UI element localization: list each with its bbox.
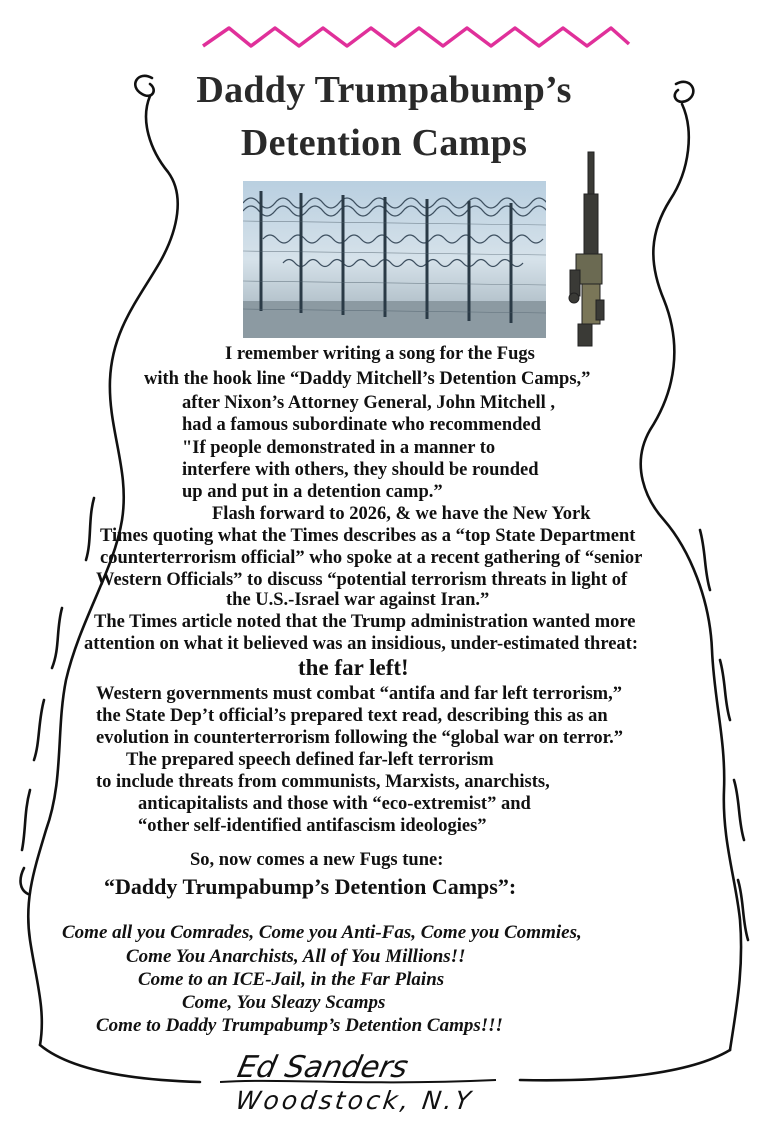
verse-line: Come to Daddy Trumpabump’s Detention Camps!!! (96, 1015, 503, 1036)
body-line: Western Officials” to discuss “potential terrorism threats in light of (96, 570, 628, 590)
body-line: had a famous subordinate who recommended (182, 415, 541, 435)
highlight-far-left: the far left! (298, 655, 409, 680)
verse-line: Come You Anarchists, All of You Millions!! (126, 946, 466, 967)
body-line: to include threats from communists, Marxists, anarchists, (96, 772, 550, 792)
body-line: “other self-identified antifascism ideologies” (138, 816, 487, 836)
song-title: “Daddy Trumpabump’s Detention Camps”: (104, 874, 517, 899)
verse-line: Come to an ICE-Jail, in the Far Plains (138, 969, 445, 990)
page-title-line-1: Daddy Trumpabump’s (196, 69, 572, 111)
body-line: I remember writing a song for the Fugs (225, 344, 535, 364)
body-line: evolution in counterterrorism following the “global war on terror.” (96, 728, 624, 748)
body-line: The Times article noted that the Trump administration wanted more (94, 612, 636, 632)
body-line: Western governments must combat “antifa and far left terrorism,” (96, 684, 622, 704)
razor-wire-fence-image (243, 181, 546, 338)
body-line: attention on what it believed was an insidious, under-estimated threat: (84, 634, 638, 654)
page-title-line-2: Detention Camps (240, 122, 528, 164)
signature-underline (220, 1076, 500, 1088)
rifle-icon (562, 150, 612, 355)
signature-place: Woodstock, N.Y (233, 1086, 476, 1115)
verse-line: Come, You Sleazy Scamps (182, 992, 386, 1013)
body-line: "If people demonstrated in a manner to (182, 438, 496, 458)
body-line: The prepared speech defined far-left terrorism (126, 750, 494, 770)
body-line: Times quoting what the Times describes as a “top State Department (100, 526, 636, 546)
body-line: after Nixon’s Attorney General, John Mitchell , (182, 393, 556, 413)
body-line: Flash forward to 2026, & we have the New York (212, 504, 591, 524)
body-line: the U.S.-Israel war against Iran.” (226, 590, 490, 610)
body-line: counterterrorism official” who spoke at a recent gathering of “senior (100, 548, 643, 568)
body-line: interfere with others, they should be rounded (182, 460, 539, 480)
body-line: the State Dep’t official’s prepared text read, describing this as an (96, 706, 608, 726)
verse-line: Come all you Comrades, Come you Anti-Fas, Come you Commies, (62, 922, 582, 943)
body-line: with the hook line “Daddy Mitchell’s Detention Camps,” (144, 369, 591, 389)
body-line: up and put in a detention camp.” (182, 482, 443, 502)
body-line: anticapitalists and those with “eco-extremist” and (138, 794, 531, 814)
signature-name: Ed Sanders (234, 1050, 412, 1085)
intro-line: So, now comes a new Fugs tune: (190, 850, 444, 870)
